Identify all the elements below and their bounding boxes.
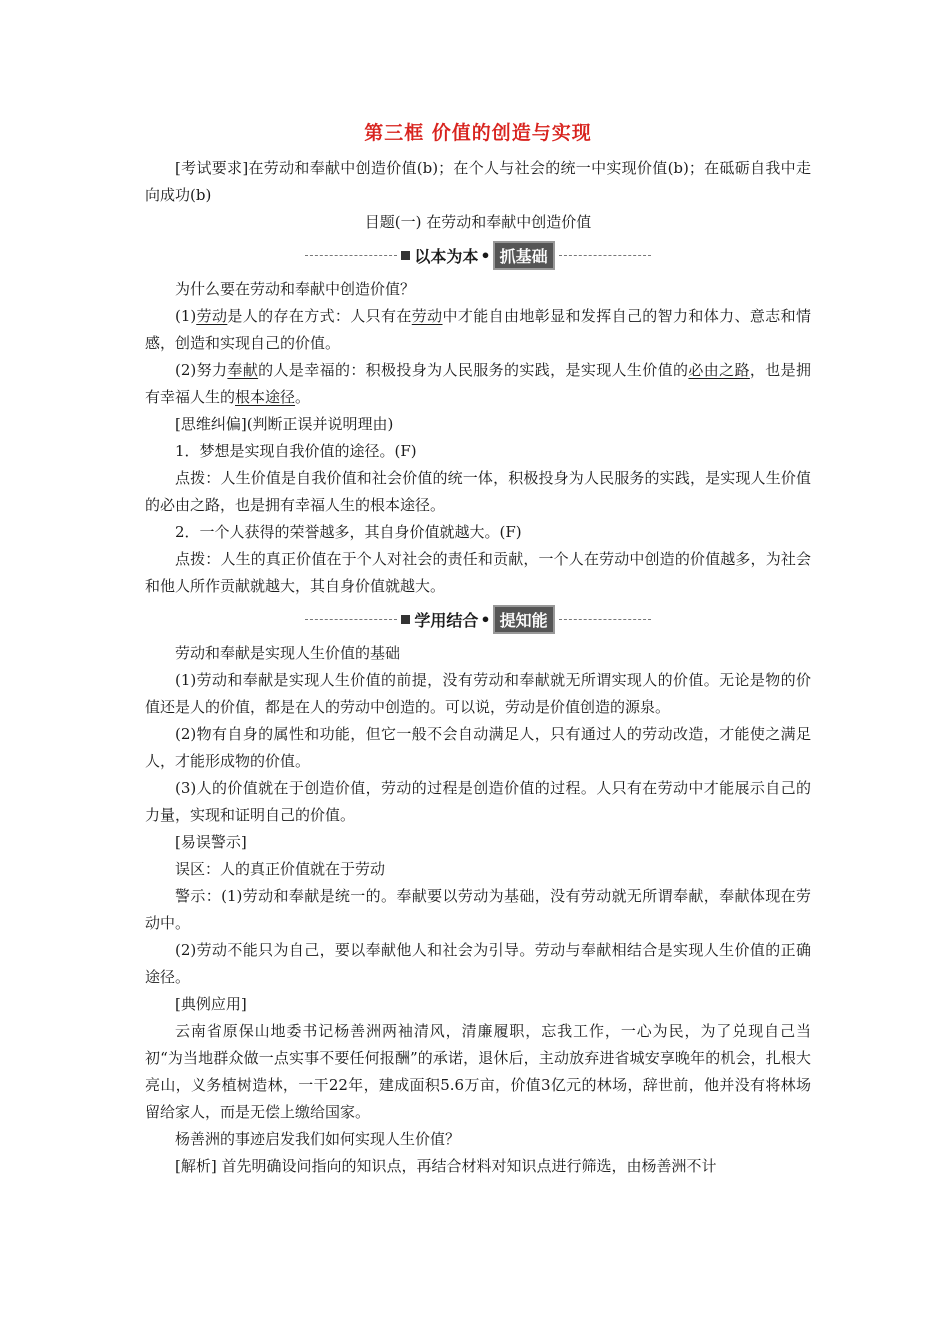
text-run: (1) bbox=[175, 307, 197, 325]
divider-right bbox=[559, 255, 651, 256]
banner-highlight: 提知能 bbox=[493, 605, 555, 634]
keyword-underlined: 奉献 bbox=[227, 361, 259, 379]
judge-question-1: 1．梦想是实现自我价值的途径。(F) bbox=[175, 442, 417, 460]
keyword-underlined: 必由之路 bbox=[688, 361, 750, 379]
warning-mistake: 误区：人的真正价值就在于劳动 bbox=[175, 860, 386, 878]
document-body bbox=[145, 118, 811, 1180]
example-tag: [典例应用] bbox=[175, 995, 247, 1013]
judge-tag: [思维纠偏](判断正误并说明理由) bbox=[175, 415, 394, 433]
judge-answer-1: 点拨：人生价值是自我价值和社会价值的统一体，积极投身为人民服务的实践，是实现人生价值的必由之路，也是拥有幸福人生的根本途径。 bbox=[145, 469, 811, 514]
dot-separator: • bbox=[480, 245, 491, 265]
banner-label: 以本为本 bbox=[414, 246, 479, 266]
basics-point-1 bbox=[145, 303, 811, 357]
keyword-underlined: 劳动 bbox=[411, 307, 443, 325]
text-run: 的人是幸福的：积极投身为人民服务的实践，是实现人生价值的 bbox=[258, 361, 689, 379]
example-question: 杨善洲的事迹启发我们如何实现人生价值？ bbox=[175, 1130, 461, 1148]
dot-separator: • bbox=[480, 609, 491, 629]
divider-left bbox=[305, 619, 397, 620]
warning-tag: [易误警示] bbox=[175, 833, 247, 851]
application-point-2: (2)物有自身的属性和功能，但它一般不会自动满足人，只有通过人的劳动改造，才能使之满足人，才能形成物的价值。 bbox=[145, 725, 811, 770]
keyword-underlined: 根本途径 bbox=[235, 388, 296, 406]
judge-question-2: 2．一个人获得的荣誉越多，其自身价值就越大。(F) bbox=[175, 523, 522, 541]
square-icon bbox=[401, 251, 410, 260]
requirement-text: 在劳动和奉献中创造价值(b)；在个人与社会的统一中实现价值(b)；在砥砺自我中走向成功(b) bbox=[145, 159, 811, 204]
divider-right bbox=[559, 619, 651, 620]
application-point-1: (1)劳动和奉献是实现人生价值的前提，没有劳动和奉献就无所谓实现人的价值。无论是物的价值还是人的价值，都是在人的劳动中创造的。可以说，劳动是价值创造的源泉。 bbox=[145, 671, 811, 716]
banner-highlight: 抓基础 bbox=[493, 241, 555, 270]
text-run: 中才能自由地彰显和发挥自己的智力和体力、意志和情感，创造和实现自己的价值。 bbox=[145, 307, 811, 352]
banner-label: 学用结合 bbox=[414, 610, 479, 630]
text-run: 。 bbox=[295, 388, 311, 406]
text-run: 是人的存在方式：人只有在 bbox=[227, 307, 412, 325]
application-point-3: (3)人的价值就在于创造价值，劳动的过程是创造价值的过程。人只有在劳动中才能展示自己的力量，实现和证明自己的价值。 bbox=[145, 779, 811, 824]
divider-left bbox=[305, 255, 397, 256]
text-run: (2)努力 bbox=[175, 361, 228, 379]
warning-point-1: 警示：(1)劳动和奉献是统一的。奉献要以劳动为基础，没有劳动就无所谓奉献，奉献体现在劳动中。 bbox=[145, 887, 811, 932]
text-run: ，也是拥有幸福人生的 bbox=[145, 361, 811, 406]
page-title: 第三框 价值的创造与实现 bbox=[364, 122, 592, 144]
application-heading: 劳动和奉献是实现人生价值的基础 bbox=[175, 644, 401, 662]
requirement-tag: [考试要求] bbox=[175, 159, 249, 177]
objective-heading: 目题(一) 在劳动和奉献中创造价值 bbox=[364, 213, 592, 231]
analysis-text: 首先明确设问指向的知识点，再结合材料对知识点进行筛选，由杨善洲不计 bbox=[221, 1157, 717, 1175]
basics-point-2 bbox=[145, 357, 811, 411]
section-banner-basics bbox=[145, 240, 811, 270]
section-banner-application bbox=[145, 604, 811, 634]
example-analysis bbox=[145, 1153, 811, 1180]
analysis-tag: [解析] bbox=[175, 1157, 217, 1175]
basics-question: 为什么要在劳动和奉献中创造价值？ bbox=[175, 280, 416, 298]
square-icon bbox=[401, 615, 410, 624]
example-story: 云南省原保山地委书记杨善洲两袖清风，清廉履职，忘我工作，一心为民，为了兑现自己当初“为当地群众做一点实事不要任何报酬”的承诺，退休后，主动放弃进省城安享晚年的机会，扎根大亮山，义务植树造林，一干22年，建成面积5.6万亩，价值3亿元的林场，辞世前，他并没有将林场留给家人，而是无偿上缴给国家。 bbox=[145, 1022, 811, 1121]
judge-answer-2: 点拨：人生的真正价值在于个人对社会的责任和贡献，一个人在劳动中创造的价值越多，为社会和他人所作贡献就越大，其自身价值就越大。 bbox=[145, 550, 811, 595]
exam-requirement bbox=[145, 155, 811, 209]
warning-point-2: (2)劳动不能只为自己，要以奉献他人和社会为引导。劳动与奉献相结合是实现人生价值的正确途径。 bbox=[145, 941, 811, 986]
keyword-underlined: 劳动 bbox=[196, 307, 228, 325]
